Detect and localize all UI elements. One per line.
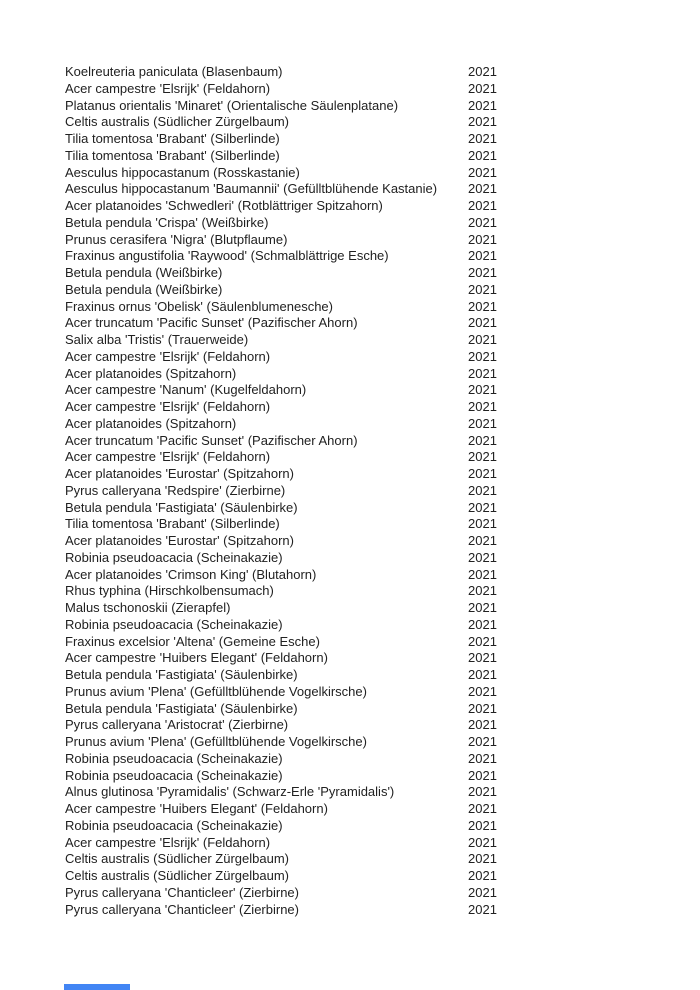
table-row	[65, 181, 700, 198]
table-row	[65, 282, 700, 299]
table-row	[65, 315, 700, 332]
tree-name: Betula pendula (Weißbirke)	[65, 281, 223, 297]
tree-name: Acer platanoides (Spitzahorn)	[65, 415, 237, 431]
tree-name: Salix alba 'Tristis' (Trauerweide)	[65, 332, 249, 347]
table-row	[65, 215, 700, 232]
table-row	[65, 768, 700, 785]
tree-name: Robinia pseudoacacia (Scheinakazie)	[65, 817, 283, 833]
tree-year: 2021	[468, 750, 497, 766]
table-row	[65, 667, 700, 684]
table-row	[65, 349, 700, 366]
tree-year: 2021	[468, 851, 497, 867]
table-row	[65, 650, 700, 667]
table-row	[65, 248, 700, 265]
tree-year: 2021	[468, 265, 497, 280]
table-row	[65, 701, 700, 718]
tree-name: Alnus glutinosa 'Pyramidalis' (Schwarz-Erle 'Pyramidalis')	[65, 784, 395, 800]
tree-name: Betula pendula (Weißbirke)	[65, 265, 223, 280]
tree-name: Acer campestre 'Elsrijk' (Feldahorn)	[65, 348, 271, 364]
table-row	[65, 500, 700, 517]
tree-year: 2021	[468, 332, 497, 347]
table-row	[65, 835, 700, 852]
tree-list	[65, 64, 700, 918]
table-row	[65, 784, 700, 801]
table-row	[65, 114, 700, 131]
tree-year: 2021	[468, 449, 497, 465]
tree-year: 2021	[468, 365, 497, 381]
table-row	[65, 232, 700, 249]
table-row	[65, 265, 700, 282]
tree-name: Fraxinus ornus 'Obelisk' (Säulenblumenesche)	[65, 298, 333, 314]
tree-name: Robinia pseudoacacia (Scheinakazie)	[65, 616, 283, 632]
tree-name: Acer platanoides 'Crimson King' (Blutahorn)	[65, 566, 317, 582]
table-row	[65, 600, 700, 617]
table-row	[65, 583, 700, 600]
tree-year: 2021	[468, 784, 497, 800]
tree-name: Tilia tomentosa 'Brabant' (Silberlinde)	[65, 147, 280, 163]
tree-name: Fraxinus excelsior 'Altena' (Gemeine Esche)	[65, 633, 320, 649]
tree-name: Acer platanoides (Spitzahorn)	[65, 365, 237, 381]
tree-name: Acer truncatum 'Pacific Sunset' (Pazifischer Ahorn)	[65, 315, 358, 331]
tree-year: 2021	[468, 817, 497, 833]
tree-year: 2021	[468, 281, 497, 297]
tree-year: 2021	[468, 583, 497, 599]
tree-name: Platanus orientalis 'Minaret' (Orientalische Säulenplatane)	[65, 97, 399, 113]
table-row	[65, 64, 700, 81]
tree-year: 2021	[468, 198, 497, 213]
tree-name: Pyrus calleryana 'Chanticleer' (Zierbirne)	[65, 901, 299, 917]
table-row	[65, 684, 700, 701]
tree-name: Betula pendula 'Crispa' (Weißbirke)	[65, 214, 269, 230]
tree-year: 2021	[468, 482, 497, 498]
table-row	[65, 851, 700, 868]
table-row	[65, 868, 700, 885]
table-row	[65, 98, 700, 115]
tree-year: 2021	[468, 801, 497, 816]
tree-year: 2021	[468, 834, 497, 850]
tree-name: Acer platanoides 'Schwedleri' (Rotblättriger Spitzahorn)	[65, 198, 383, 213]
tree-year: 2021	[468, 466, 497, 481]
table-row	[65, 466, 700, 483]
tree-name: Malus tschonoskii (Zierapfel)	[65, 600, 231, 615]
tree-year: 2021	[468, 181, 497, 197]
tree-name: Tilia tomentosa 'Brabant' (Silberlinde)	[65, 131, 280, 146]
tree-name: Aesculus hippocastanum 'Baumannii' (Gefülltblühende Kastanie)	[65, 181, 438, 197]
tree-year: 2021	[468, 549, 497, 565]
tree-year: 2021	[468, 298, 497, 314]
tree-name: Acer campestre 'Elsrijk' (Feldahorn)	[65, 834, 271, 850]
tree-name: Betula pendula 'Fastigiata' (Säulenbirke)	[65, 667, 298, 682]
tree-year: 2021	[468, 616, 497, 632]
table-row	[65, 751, 700, 768]
tree-year: 2021	[468, 348, 497, 364]
tree-year: 2021	[468, 667, 497, 682]
tree-year: 2021	[468, 683, 497, 699]
table-row	[65, 483, 700, 500]
tree-name: Tilia tomentosa 'Brabant' (Silberlinde)	[65, 516, 280, 532]
tree-name: Koelreuteria paniculata (Blasenbaum)	[65, 64, 283, 79]
table-row	[65, 516, 700, 533]
table-row	[65, 299, 700, 316]
tree-year: 2021	[468, 399, 497, 414]
tree-name: Acer platanoides 'Eurostar' (Spitzahorn)	[65, 466, 294, 481]
table-row	[65, 433, 700, 450]
tree-year: 2021	[468, 600, 497, 615]
table-row	[65, 131, 700, 148]
table-row	[65, 399, 700, 416]
table-row	[65, 617, 700, 634]
table-row	[65, 382, 700, 399]
tree-name: Pyrus calleryana 'Chanticleer' (Zierbirne)	[65, 884, 299, 900]
tree-name: Acer campestre 'Elsrijk' (Feldahorn)	[65, 449, 271, 465]
tree-name: Betula pendula 'Fastigiata' (Säulenbirke)	[65, 499, 298, 515]
tree-year: 2021	[468, 533, 497, 548]
tree-year: 2021	[468, 901, 497, 917]
tree-name: Celtis australis (Südlicher Zürgelbaum)	[65, 851, 289, 867]
tree-name: Prunus avium 'Plena' (Gefülltblühende Vogelkirsche)	[65, 734, 367, 749]
tree-year: 2021	[468, 734, 497, 749]
table-row	[65, 165, 700, 182]
table-row	[65, 449, 700, 466]
tree-name: Acer campestre 'Elsrijk' (Feldahorn)	[65, 399, 271, 414]
tree-year: 2021	[468, 432, 497, 448]
tree-name: Acer campestre 'Huibers Elegant' (Feldahorn)	[65, 801, 328, 816]
tree-name: Betula pendula 'Fastigiata' (Säulenbirke)	[65, 700, 298, 716]
tree-name: Prunus avium 'Plena' (Gefülltblühende Vogelkirsche)	[65, 683, 367, 699]
tree-name: Pyrus calleryana 'Aristocrat' (Zierbirne)	[65, 717, 289, 733]
tree-year: 2021	[468, 97, 497, 113]
table-row	[65, 902, 700, 919]
tree-name: Acer campestre 'Nanum' (Kugelfeldahorn)	[65, 382, 307, 398]
table-row	[65, 332, 700, 349]
table-row	[65, 717, 700, 734]
tree-year: 2021	[468, 147, 497, 163]
tree-name: Aesculus hippocastanum (Rosskastanie)	[65, 164, 300, 180]
table-row	[65, 634, 700, 651]
tree-year: 2021	[468, 415, 497, 431]
tree-name: Celtis australis (Südlicher Zürgelbaum)	[65, 114, 289, 130]
tree-name: Robinia pseudoacacia (Scheinakazie)	[65, 549, 283, 565]
table-row	[65, 818, 700, 835]
tree-name: Acer truncatum 'Pacific Sunset' (Pazifischer Ahorn)	[65, 432, 358, 448]
table-row	[65, 533, 700, 550]
table-row	[65, 801, 700, 818]
table-row	[65, 148, 700, 165]
tree-year: 2021	[468, 633, 497, 649]
tree-year: 2021	[468, 650, 497, 666]
table-row	[65, 81, 700, 98]
tree-name: Acer platanoides 'Eurostar' (Spitzahorn)	[65, 533, 294, 548]
tree-year: 2021	[468, 767, 497, 783]
tree-name: Prunus cerasifera 'Nigra' (Blutpflaume)	[65, 231, 288, 247]
tree-year: 2021	[468, 80, 497, 96]
tree-year: 2021	[468, 131, 497, 146]
tree-year: 2021	[468, 516, 497, 532]
tree-year: 2021	[468, 700, 497, 716]
tree-year: 2021	[468, 382, 497, 398]
table-row	[65, 550, 700, 567]
tree-year: 2021	[468, 214, 497, 230]
table-row	[65, 366, 700, 383]
tree-year: 2021	[468, 315, 497, 331]
tree-year: 2021	[468, 717, 497, 733]
table-row	[65, 416, 700, 433]
tree-name: Rhus typhina (Hirschkolbensumach)	[65, 583, 274, 599]
table-row	[65, 885, 700, 902]
tree-name: Robinia pseudoacacia (Scheinakazie)	[65, 750, 283, 766]
page-loading-bar	[64, 984, 130, 990]
tree-year: 2021	[468, 64, 497, 79]
tree-name: Acer campestre 'Elsrijk' (Feldahorn)	[65, 80, 271, 96]
tree-year: 2021	[468, 231, 497, 247]
tree-year: 2021	[468, 566, 497, 582]
tree-year: 2021	[468, 499, 497, 515]
tree-name: Celtis australis (Südlicher Zürgelbaum)	[65, 868, 289, 883]
table-row	[65, 198, 700, 215]
tree-name: Fraxinus angustifolia 'Raywood' (Schmalblättrige Esche)	[65, 248, 389, 264]
tree-name: Robinia pseudoacacia (Scheinakazie)	[65, 767, 283, 783]
table-row	[65, 734, 700, 751]
tree-year: 2021	[468, 884, 497, 900]
tree-year: 2021	[468, 164, 497, 180]
tree-year: 2021	[468, 868, 497, 883]
tree-name: Pyrus calleryana 'Redspire' (Zierbirne)	[65, 482, 286, 498]
tree-year: 2021	[468, 248, 497, 264]
table-row	[65, 567, 700, 584]
tree-name: Acer campestre 'Huibers Elegant' (Feldahorn)	[65, 650, 328, 666]
tree-year: 2021	[468, 114, 497, 130]
